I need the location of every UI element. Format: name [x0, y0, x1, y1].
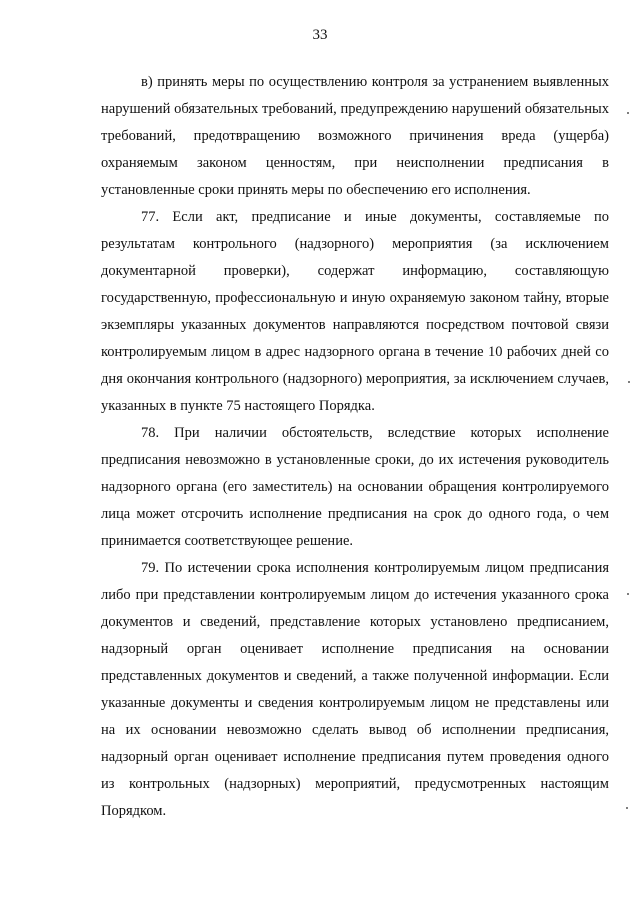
- scan-speck: [627, 593, 629, 595]
- paragraph-v: в) принять меры по осуществлению контроля за устранением выявленных нарушений обязательных требований, предупреждению нарушений обязательных требований, предотвращению возможного причинения вреда (ущерба) охраняемым законом ценностям, при неисполнении предписания в установленные сроки принять меры по обеспечению его исполнения.: [101, 74, 609, 198]
- document-body: [101, 69, 609, 825]
- paragraph-78: 78. При наличии обстоятельств, вследствие которых исполнение предписания невозможно в установленные сроки, до их истечения руководитель надзорного органа (его заместитель) на основании обращения контролируемого лица может отсрочить исполнение предписания на срок до одного года, о чем принимается соответствующее решение.: [101, 425, 609, 549]
- paragraph-79: 79. По истечении срока исполнения контролируемым лицом предписания либо при представлении контролируемым лицом до истечения указанного срока документов и сведений, представление которых установлено предписанием, надзорный орган оценивает исполнение предписания на основании представленных документов и сведений, а также полученной информации. Если указанные документы и сведения контролируемым лицом не представлены или на их основании невозможно сделать вывод об исполнении предписания, надзорный орган оценивает исполнение предписания путем проведения одного из контрольных (надзорных) мероприятий, предусмотренных настоящим Порядком.: [101, 560, 609, 819]
- scan-speck: [626, 807, 628, 809]
- scan-speck: [628, 381, 630, 383]
- scan-speck: [627, 112, 629, 114]
- page-number: 33: [312, 27, 328, 43]
- paragraph-77: 77. Если акт, предписание и иные документы, составляемые по результатам контрольного (надзорного) мероприятия (за исключением документарной проверки), содержат информацию, составляющую государственную, профессиональную и иную охраняемую законом тайну, вторые экземпляры указанных документов направляются посредством почтовой связи контролируемым лицом в адрес надзорного органа в течение 10 рабочих дней со дня окончания контрольного (надзорного) мероприятия, за исключением случаев, указанных в пункте 75 настоящего Порядка.: [101, 209, 609, 414]
